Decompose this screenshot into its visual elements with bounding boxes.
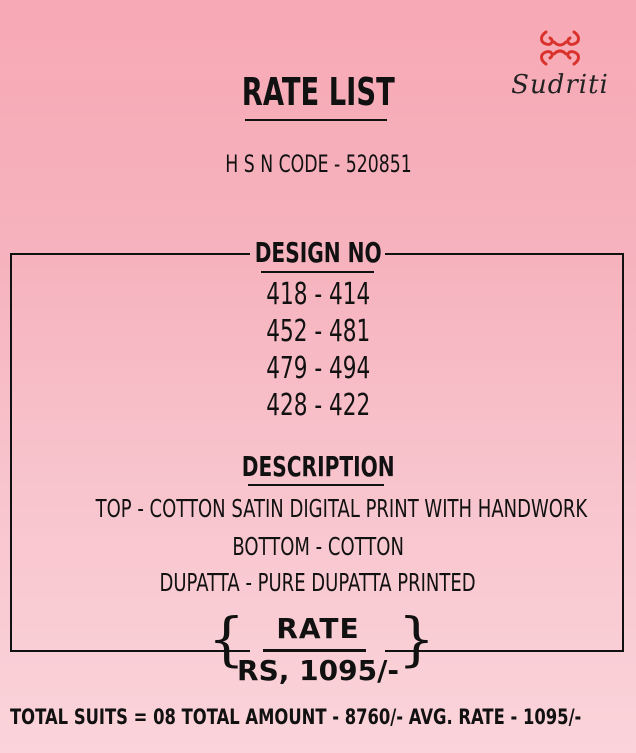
title-underline [245,119,387,121]
rate-label-underline [263,649,366,652]
design-heading: DESIGN NO [254,236,382,269]
design-item: 428 - 422 [266,388,370,423]
description-line: DUPATTA - PURE DUPATTA PRINTED [159,568,477,597]
design-item: 452 - 481 [266,314,370,349]
totals-summary: TOTAL SUITS = 08 TOTAL AMOUNT - 8760/- AVG. RATE - 1095/- [10,705,582,729]
brand-name: Sudriti [511,70,609,100]
rate-box [0,605,636,687]
design-item: 479 - 494 [266,351,370,386]
description-heading-underline [248,484,384,486]
right-brace-icon: } [398,605,435,673]
description-line: BOTTOM - COTTON [232,532,404,561]
brand-logo [505,28,615,100]
brand-ornament-icon [538,28,582,68]
rate-value: RS, 1095/- [237,654,399,687]
rate-label: RATE [276,612,360,645]
design-heading-underline [261,271,374,273]
design-item: 418 - 414 [266,277,370,312]
description-line: TOP - COTTON SATIN DIGITAL PRINT WITH HANDWORK [95,494,588,523]
page-title: RATE LIST [241,70,395,114]
hsn-code: H S N CODE - 520851 [224,150,412,178]
left-brace-icon: { [208,605,245,673]
description-heading: DESCRIPTION [241,450,395,483]
